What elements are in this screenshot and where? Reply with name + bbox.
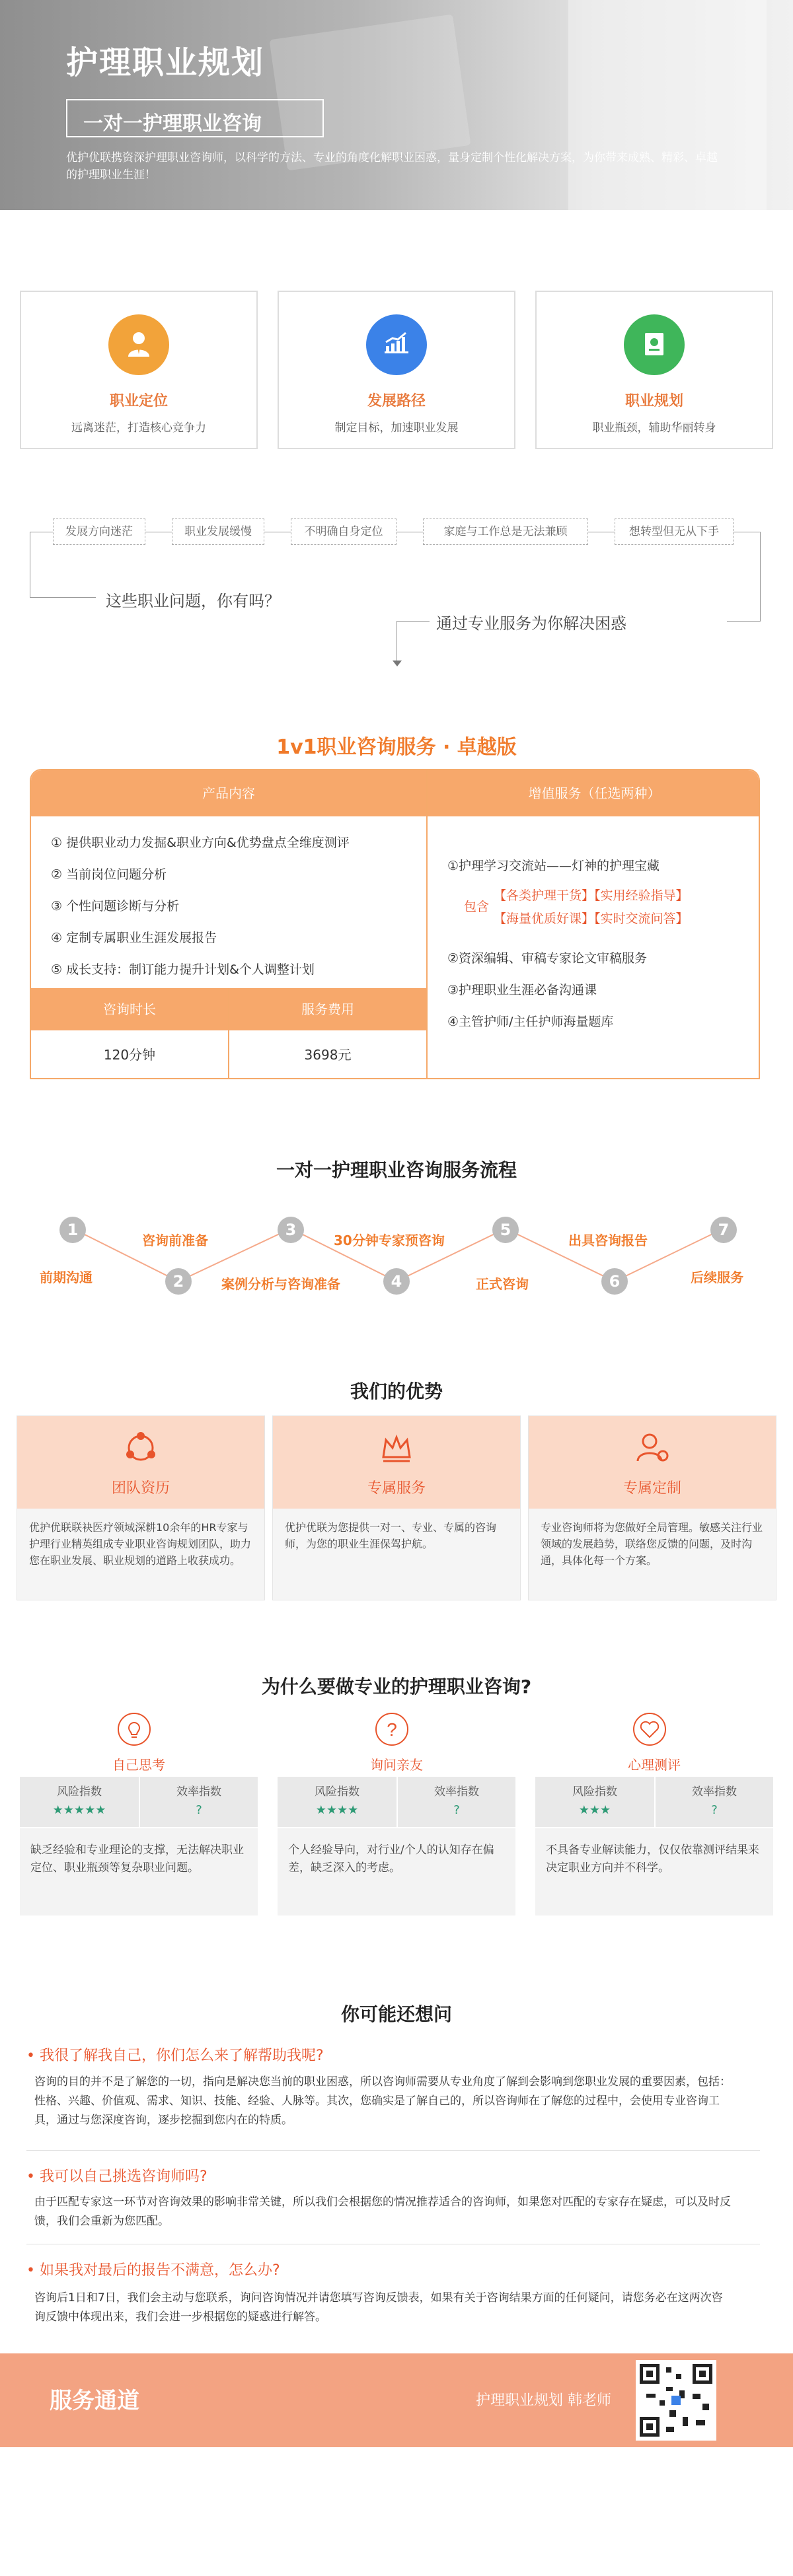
- feature-subtitle: 职业瓶颈，辅助华丽转身: [592, 421, 716, 435]
- risk-label: 风险指数: [57, 1785, 102, 1799]
- advantage-header: [529, 1416, 776, 1509]
- duration-value: 120分钟: [103, 1047, 156, 1063]
- problem-answer: 通过专业服务为你解决困惑: [436, 614, 626, 633]
- why-card-title: 询问亲友: [370, 1757, 423, 1773]
- why-card-body: 不具备专业解读能力，仅仅依靠测评结果来决定职业方向并不科学。: [535, 1828, 773, 1915]
- service-channel-footer: [0, 2353, 793, 2447]
- why-card-title: 自己思考: [112, 1757, 165, 1773]
- team-icon: [122, 1429, 159, 1466]
- step-6-circle: 6: [601, 1268, 628, 1295]
- step-5-circle: 5: [492, 1217, 519, 1243]
- why-card-body: 缺乏经验和专业理论的支撑，无法解决职业定位、职业瓶颈等复杂职业问题。: [20, 1828, 258, 1915]
- bonus-include-line: 【各类护理干货】【实用经验指导】: [494, 888, 689, 903]
- advantage-card-custom: [528, 1415, 776, 1600]
- service-right-header: 增值服务（任选两种）: [428, 770, 760, 816]
- hero-subtitle: 一对一护理职业咨询: [83, 112, 262, 135]
- problem-line-right-bottom: [727, 621, 761, 622]
- bonus-include-line: 【海量优质好课】【实时交流问答】: [494, 912, 689, 926]
- why-title: 为什么要做专业的护理职业咨询?: [261, 1676, 532, 1698]
- advantage-title: 专属定制: [623, 1480, 681, 1497]
- qr-code[interactable]: [636, 2360, 716, 2441]
- bonus-item: ④主管护师/主任护师海量题库: [447, 1015, 614, 1029]
- faq-question-text: 我很了解我自己，你们怎么来了解帮助我呢?: [39, 2048, 324, 2064]
- faq-question-text: 如果我对最后的报告不满意，怎么办?: [39, 2262, 280, 2279]
- arrow-down-icon: [393, 661, 402, 666]
- service-divider: [426, 770, 428, 1079]
- feature-title: 职业定位: [109, 393, 168, 410]
- faq-question-text: 我可以自己挑选咨询师吗?: [39, 2168, 208, 2185]
- feature-title: 发展路径: [367, 393, 426, 410]
- question-icon: [373, 1711, 410, 1748]
- risk-stars: ★★★: [578, 1803, 611, 1817]
- risk-stars: ★★★★: [315, 1803, 359, 1817]
- step-3-label: 案例分析与咨询准备: [221, 1276, 340, 1292]
- user-custom-icon: [634, 1429, 671, 1466]
- faq-title: 你可能还想问: [340, 2003, 452, 2025]
- bonus-item: ③护理职业生涯必备沟通课: [447, 983, 597, 997]
- advantage-title: 专属服务: [367, 1480, 426, 1497]
- problem-line-bottom-left: [30, 597, 96, 598]
- certificate-icon: [624, 314, 685, 375]
- feature-card-path: [278, 291, 515, 449]
- bonus-include-label: 包含: [464, 900, 490, 914]
- hero-banner: [0, 0, 793, 210]
- hero-description: 优护优联携资深护理职业咨询师，以科学的方法、专业的角度化解职业困惑，量身定制个性化解决方案，为你带来成熟、精彩、卓越的护理职业生涯！: [66, 151, 718, 182]
- efficiency-label: 效率指数: [692, 1785, 737, 1799]
- service-item: ③ 个性问题诊断与分析: [51, 899, 180, 913]
- service-title: 1v1职业咨询服务 · 卓越版: [276, 736, 517, 759]
- hero-photo-decoration: [269, 14, 471, 170]
- why-index-table: [278, 1777, 515, 1827]
- feature-card-positioning: [20, 291, 258, 449]
- step-5-label: 正式咨询: [476, 1276, 529, 1292]
- efficiency-value: ?: [711, 1803, 718, 1817]
- bonus-item: ②资深编辑、审稿专家论文审稿服务: [447, 951, 648, 966]
- footer-label: 服务通道: [50, 2388, 139, 2414]
- advantage-body: 优护优联为您提供一对一、专业、专属的咨询师，为您的职业生涯保驾护航。: [285, 1521, 497, 1550]
- faq-answer: 咨询后1日和7日，我们会主动与您联系，询问咨询情况并请您填写咨询反馈表，如果有关于咨询结果方面的任何疑问，请您务必在这两次咨询反馈中体现出来，我们会进一步根据您的疑惑进行解答。: [34, 2291, 723, 2324]
- advantage-header: [273, 1416, 520, 1509]
- why-card-test: [535, 1711, 773, 1915]
- faq-question: • 如果我对最后的报告不满意，怎么办?: [26, 2262, 280, 2279]
- service-item: ① 提供职业动力发掘&职业方向&优势盘点全维度测评: [51, 836, 350, 850]
- advantage-body: 专业咨询师将为您做好全局管理。敏感关注行业领域的发展趋势，联络您反馈的问题，及时沟通，具体化每一个方案。: [541, 1521, 763, 1567]
- feature-subtitle: 远离迷茫，打造核心竞争力: [71, 421, 206, 435]
- step-1-label: 前期沟通: [40, 1270, 93, 1285]
- advantage-body: 优护优联联袂医疗领域深耕10余年的HR专家与护理行业精英组成专业职业咨询规划团队，助力您在职业发展、职业规划的道路上收获成功。: [29, 1521, 252, 1567]
- person-icon: [108, 314, 169, 375]
- risk-label: 风险指数: [572, 1785, 617, 1799]
- problem-line-right: [760, 532, 761, 621]
- advantage-header: [17, 1416, 264, 1509]
- advantage-card-service: [272, 1415, 521, 1600]
- risk-stars: ★★★★★: [52, 1803, 106, 1817]
- risk-label: 风险指数: [315, 1785, 359, 1799]
- why-card-friends: [278, 1711, 515, 1915]
- table-divider: [139, 1777, 140, 1827]
- faq-question: • 我可以自己挑选咨询师吗?: [26, 2168, 208, 2185]
- service-item: ⑤ 成长支持：制订能力提升计划&个人调整计划: [51, 962, 315, 977]
- hero-subtitle-box: [66, 99, 324, 137]
- efficiency-label: 效率指数: [434, 1785, 479, 1799]
- problem-tag: 家庭与工作总是无法兼顾: [423, 519, 588, 545]
- bonus-item: ①护理学习交流站——灯神的护理宝藏: [447, 859, 660, 873]
- advantage-card-team: [17, 1415, 265, 1600]
- why-card-self: [20, 1711, 258, 1915]
- fee-header: 服务费用: [229, 988, 426, 1030]
- advantages-title: 我们的优势: [350, 1380, 443, 1402]
- why-index-table: [535, 1777, 773, 1827]
- step-2-label: 咨询前准备: [142, 1233, 208, 1248]
- table-divider: [397, 1777, 398, 1827]
- faq-divider: [26, 2150, 760, 2151]
- feature-title: 职业规划: [624, 393, 683, 410]
- feature-card-planning: [535, 291, 773, 449]
- faq-answer: 由于匹配专家这一环节对咨询效果的影响非常关键，所以我们会根据您的情况推荐适合的咨询师，如果您对匹配的专家存在疑虑，可以及时反馈，我们会重新为您匹配。: [34, 2196, 731, 2228]
- step-7-circle: 7: [710, 1217, 737, 1243]
- heart-check-icon: [631, 1711, 668, 1748]
- fee-value: 3698元: [304, 1047, 352, 1063]
- table-divider: [654, 1777, 656, 1827]
- feature-subtitle: 制定目标，加速职业发展: [334, 421, 459, 435]
- service-item: ④ 定制专属职业生涯发展报告: [51, 931, 217, 945]
- process-title: 一对一护理职业咨询服务流程: [276, 1159, 517, 1181]
- why-index-table: [20, 1777, 258, 1827]
- page-title: 护理职业规划: [66, 44, 265, 81]
- why-card-body: 个人经验导向，对行业/个人的认知存在偏差，缺乏深入的考虑。: [278, 1828, 515, 1915]
- service-item: ② 当前岗位问题分析: [51, 867, 167, 882]
- faq-answer: 咨询的目的并不是了解您的一切，指向是解决您当前的职业困惑，所以咨询师需要从专业角度了解到会影响到您职业发展的重要因素，包括：性格、兴趣、价值观、需求、知识、技能、经验、人脉等。其次，您确实是了解自己的，所以咨询师在了解您的过程中，会使用专业咨询工具，通过与您深度咨询，逐步挖掘到您内在的特质。: [34, 2075, 731, 2127]
- efficiency-value: ?: [196, 1803, 202, 1817]
- step-3-circle: 3: [278, 1217, 304, 1243]
- why-card-title: 心理测评: [628, 1757, 681, 1773]
- duration-header: 咨询时长: [31, 988, 228, 1030]
- step-6-label: 出具咨询报告: [568, 1233, 648, 1248]
- problem-tag: 想转型但无从下手: [615, 519, 734, 545]
- footer-contact: 护理职业规划 韩老师: [476, 2392, 611, 2409]
- faq-question: • 我很了解我自己，你们怎么来了解帮助我呢?: [26, 2048, 324, 2064]
- problem-tag: 发展方向迷茫: [53, 519, 145, 545]
- problem-line-answer-left: [397, 621, 430, 622]
- step-1-circle: 1: [59, 1217, 86, 1243]
- service-left-header: 产品内容: [31, 770, 426, 816]
- crown-icon: [378, 1429, 415, 1466]
- step-4-label: 30分钟专家预咨询: [334, 1233, 445, 1248]
- growth-chart-icon: [366, 314, 427, 375]
- efficiency-value: ?: [453, 1803, 460, 1817]
- step-7-label: 后续服务: [691, 1270, 743, 1285]
- problem-question: 这些职业问题，你有吗？: [106, 592, 280, 610]
- advantage-title: 团队资历: [111, 1480, 170, 1497]
- service-table: [30, 769, 760, 1079]
- step-4-circle: 4: [383, 1268, 410, 1295]
- step-2-circle: 2: [165, 1268, 192, 1295]
- lightbulb-icon: [116, 1711, 153, 1748]
- problem-tag: 职业发展缓慢: [172, 519, 264, 545]
- efficiency-label: 效率指数: [176, 1785, 221, 1799]
- problem-tag: 不明确自身定位: [291, 519, 397, 545]
- svg-text:?: ?: [387, 1719, 397, 1740]
